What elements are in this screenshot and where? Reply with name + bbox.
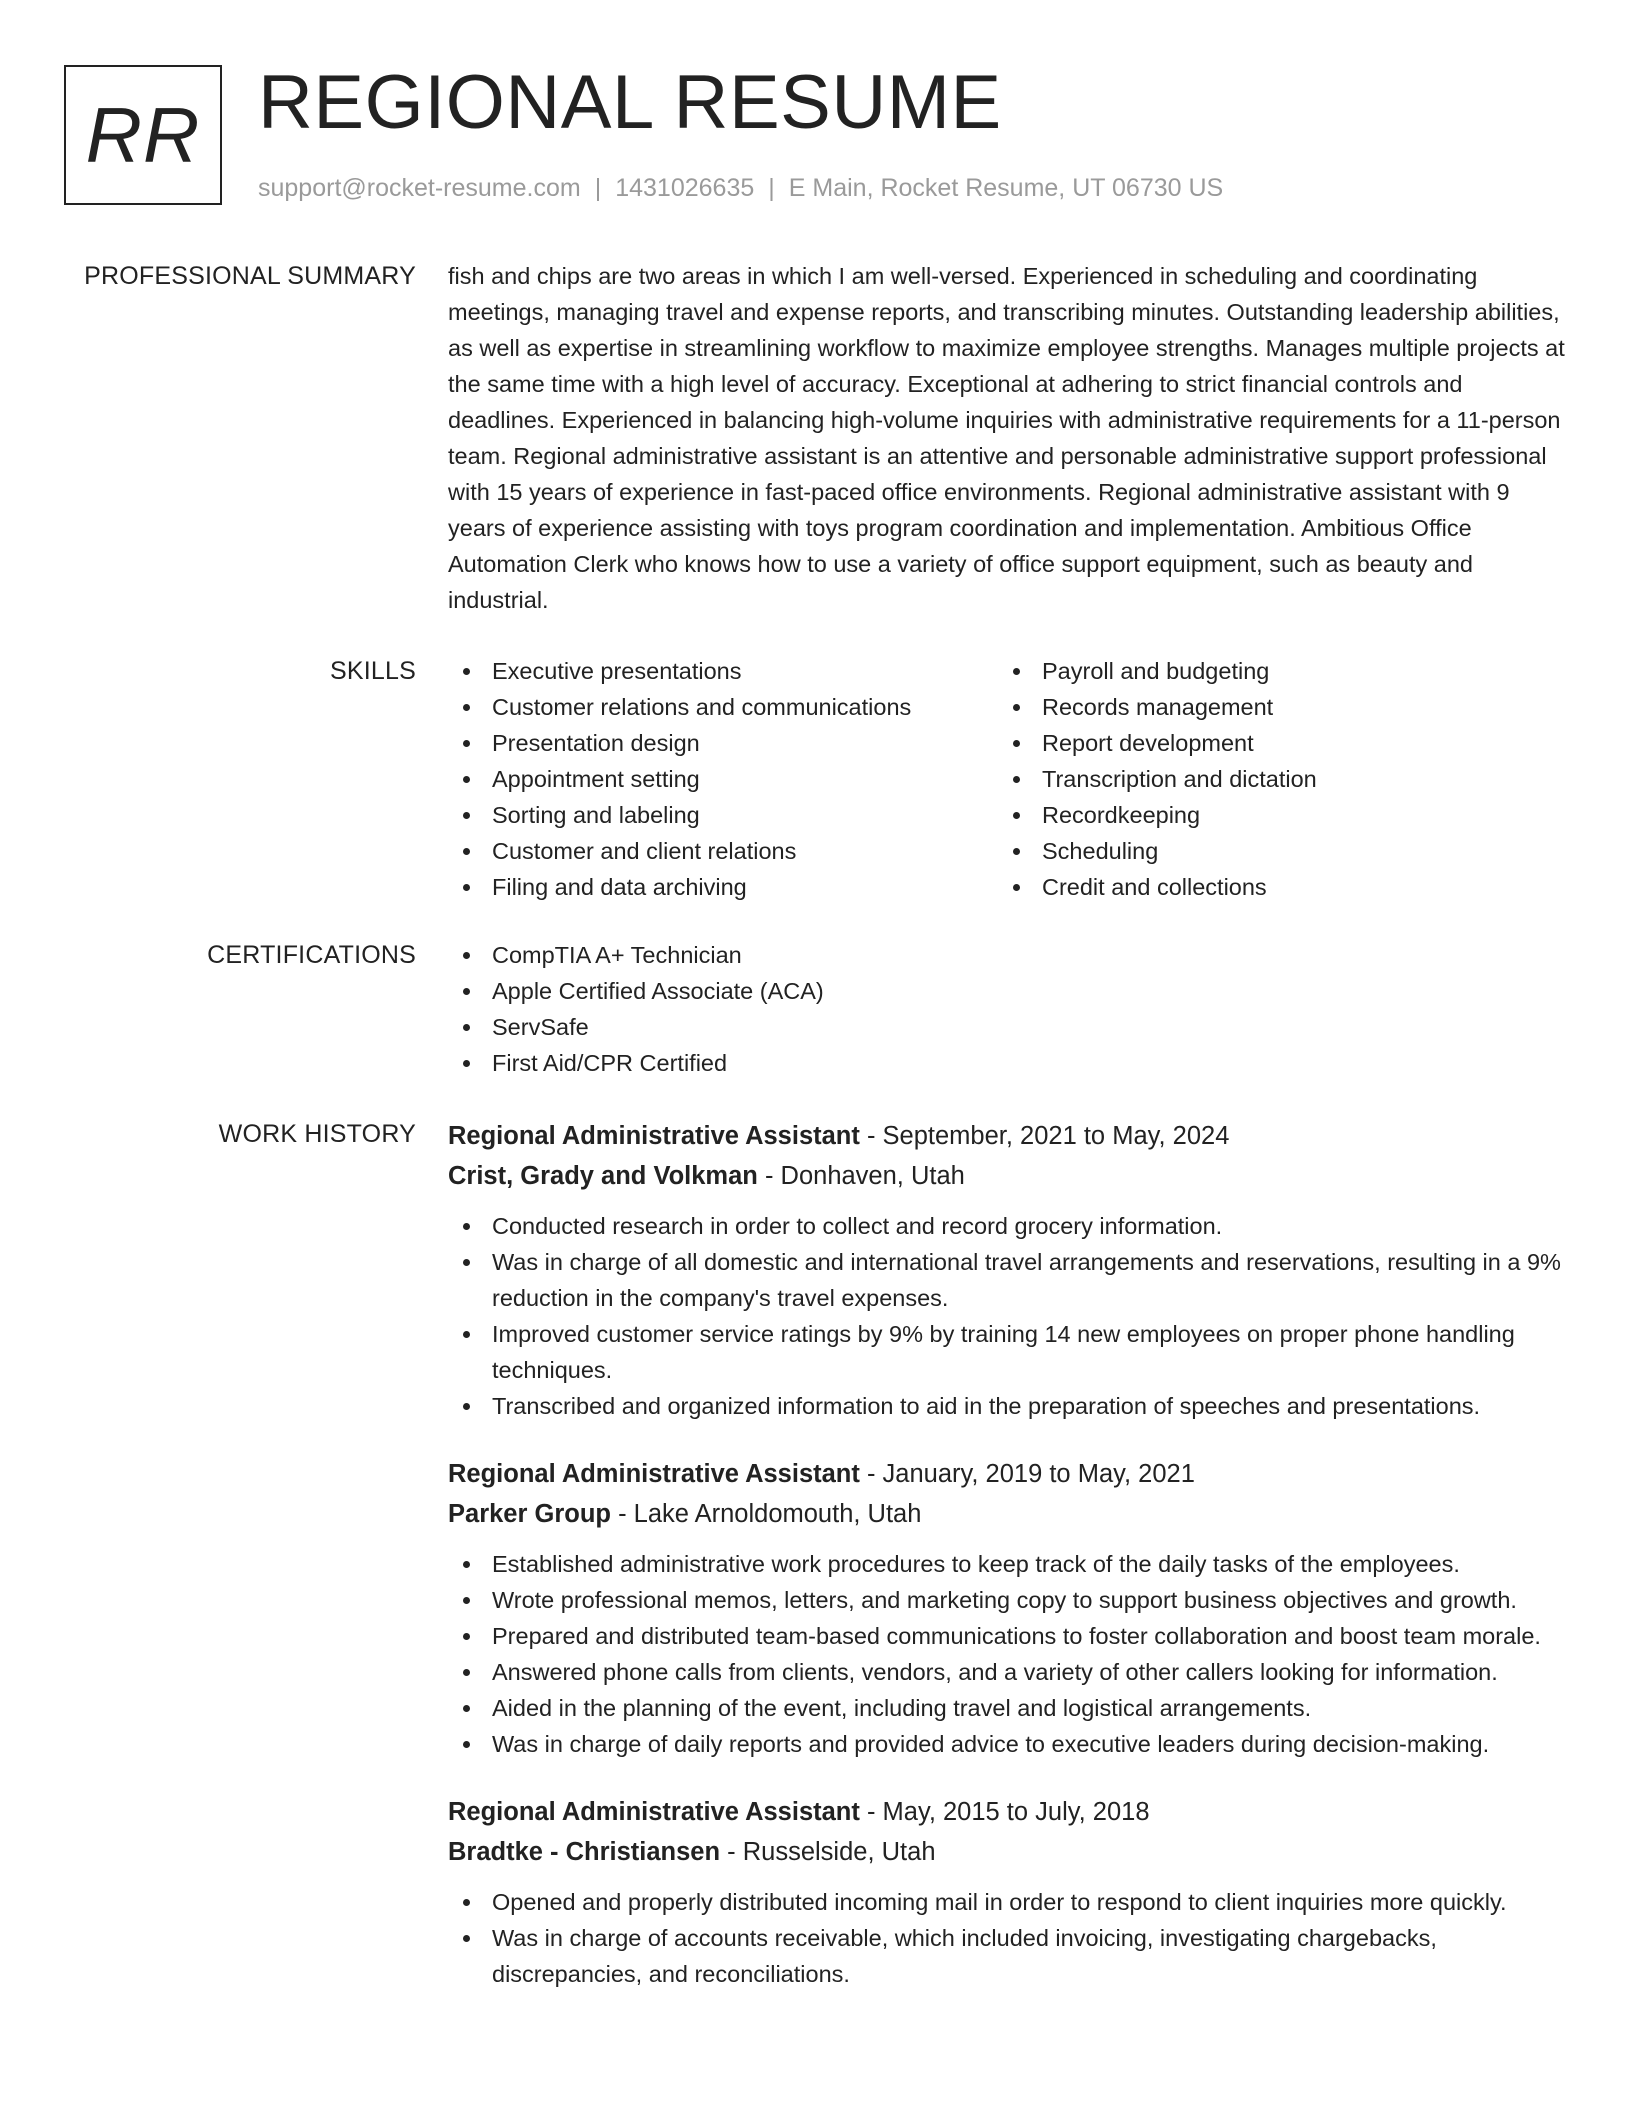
skill-item: Executive presentations xyxy=(448,653,998,689)
job-duty: Wrote professional memos, letters, and marketing copy to support business objectives and growth. xyxy=(448,1582,1572,1618)
job-title: Regional Administrative Assistant xyxy=(448,1798,860,1826)
monogram-logo: RR xyxy=(64,65,222,205)
job-company-line xyxy=(448,1494,1572,1534)
skills-body xyxy=(448,653,1572,905)
job-duty: Was in charge of all domestic and international travel arrangements and reservations, resulting in a 9% reduction in the company's travel expenses. xyxy=(448,1244,1572,1316)
job-duty: Established administrative work procedures to keep track of the daily tasks of the employees. xyxy=(448,1546,1572,1582)
job-location: - Russelside, Utah xyxy=(720,1838,936,1866)
skill-item: Customer relations and communications xyxy=(448,689,998,725)
summary-text: fish and chips are two areas in which I am well-versed. Experienced in scheduling and coordinating meetings, managing travel and expense reports, and transcribing minutes. Outstanding leadership abilities, as well as expertise in streamlining workflow to maximize employee strengths. Manages multiple projects at the same time with a high level of accuracy. Exceptional at adhering to strict financial controls and deadlines. Experienced in balancing high-volume inquiries with administrative requirements for a 11-person team. Regional administrative assistant is an attentive and personable administrative support professional with 15 years of experience in fast-paced office environments. Regional administrative assistant with 9 years of experience assisting with toys program coordination and implementation. Ambitious Office Automation Clerk who knows how to use a variety of office support equipment, such as beauty and industrial. xyxy=(448,263,1565,613)
section-label-certifications: CERTIFICATIONS xyxy=(207,941,416,969)
job-duty: Transcribed and organized information to aid in the preparation of speeches and presentations. xyxy=(448,1388,1572,1424)
job-duty: Aided in the planning of the event, including travel and logistical arrangements. xyxy=(448,1690,1572,1726)
job-location: - Donhaven, Utah xyxy=(757,1162,965,1190)
certification-item: ServSafe xyxy=(448,1009,1572,1045)
job-duties-list xyxy=(448,1208,1572,1424)
contact-phone: 1431026635 xyxy=(615,174,755,202)
job-title-line xyxy=(448,1454,1572,1494)
certifications-list xyxy=(448,937,1572,1081)
skill-item: Transcription and dictation xyxy=(998,761,1548,797)
skill-item: Recordkeeping xyxy=(998,797,1548,833)
job-company: Bradtke - Christiansen xyxy=(448,1838,721,1866)
section-label-skills: SKILLS xyxy=(330,657,416,685)
skill-item: Filing and data archiving xyxy=(448,869,998,905)
skill-item: Payroll and budgeting xyxy=(998,653,1548,689)
job-duties-list xyxy=(448,1546,1572,1762)
skill-item: Customer and client relations xyxy=(448,833,998,869)
job-location: - Lake Arnoldomouth, Utah xyxy=(610,1500,922,1528)
skills-list-right xyxy=(998,653,1548,905)
job-company-line xyxy=(448,1832,1572,1872)
contact-separator: | xyxy=(768,174,775,202)
section-label-work-history: WORK HISTORY xyxy=(218,1120,416,1148)
work-history-body xyxy=(448,1116,1572,2022)
job-company-line xyxy=(448,1156,1572,1196)
skill-item: Credit and collections xyxy=(998,869,1548,905)
skill-item: Appointment setting xyxy=(448,761,998,797)
contact-separator: | xyxy=(594,174,602,202)
summary-body xyxy=(448,258,1572,618)
skill-item: Scheduling xyxy=(998,833,1548,869)
certification-item: CompTIA A+ Technician xyxy=(448,937,1572,973)
job-entry xyxy=(448,1792,1572,1992)
job-title-line xyxy=(448,1792,1572,1832)
certifications-body xyxy=(448,937,1572,1081)
job-duty: Conducted research in order to collect and record grocery information. xyxy=(448,1208,1572,1244)
skills-list-left xyxy=(448,653,998,905)
job-duty: Was in charge of daily reports and provided advice to executive leaders during decision-making. xyxy=(448,1726,1572,1762)
job-duty: Improved customer service ratings by 9% by training 14 new employees on proper phone handling techniques. xyxy=(448,1316,1572,1388)
skills-columns xyxy=(448,653,1572,905)
contact-email: support@rocket-resume.com xyxy=(258,174,581,202)
job-dates: - September, 2021 to May, 2024 xyxy=(859,1122,1230,1150)
job-entry xyxy=(448,1454,1572,1762)
job-company: Crist, Grady and Volkman xyxy=(448,1162,758,1190)
certification-item: Apple Certified Associate (ACA) xyxy=(448,973,1572,1009)
section-label-summary: PROFESSIONAL SUMMARY xyxy=(84,262,416,290)
job-title: Regional Administrative Assistant xyxy=(448,1122,860,1150)
skill-item: Presentation design xyxy=(448,725,998,761)
job-title-line xyxy=(448,1116,1572,1156)
job-dates: - May, 2015 to July, 2018 xyxy=(859,1798,1150,1826)
certification-item: First Aid/CPR Certified xyxy=(448,1045,1572,1081)
job-duty: Was in charge of accounts receivable, which included invoicing, investigating chargebacks, discrepancies, and reconciliations. xyxy=(448,1920,1572,1992)
job-dates: - January, 2019 to May, 2021 xyxy=(859,1460,1195,1488)
job-entry xyxy=(448,1116,1572,1424)
contact-address: E Main, Rocket Resume, UT 06730 US xyxy=(788,174,1224,202)
job-duty: Answered phone calls from clients, vendors, and a variety of other callers looking for information. xyxy=(448,1654,1572,1690)
resume-header xyxy=(64,60,1568,209)
candidate-name: REGIONAL RESUME xyxy=(258,60,1002,145)
job-duty: Opened and properly distributed incoming mail in order to respond to client inquiries more quickly. xyxy=(448,1884,1572,1920)
job-duties-list xyxy=(448,1884,1572,1992)
job-title: Regional Administrative Assistant xyxy=(448,1460,860,1488)
contact-line xyxy=(258,173,1223,203)
job-company: Parker Group xyxy=(448,1500,611,1528)
job-duty: Prepared and distributed team-based communications to foster collaboration and boost team morale. xyxy=(448,1618,1572,1654)
skill-item: Sorting and labeling xyxy=(448,797,998,833)
skill-item: Records management xyxy=(998,689,1548,725)
skill-item: Report development xyxy=(998,725,1548,761)
